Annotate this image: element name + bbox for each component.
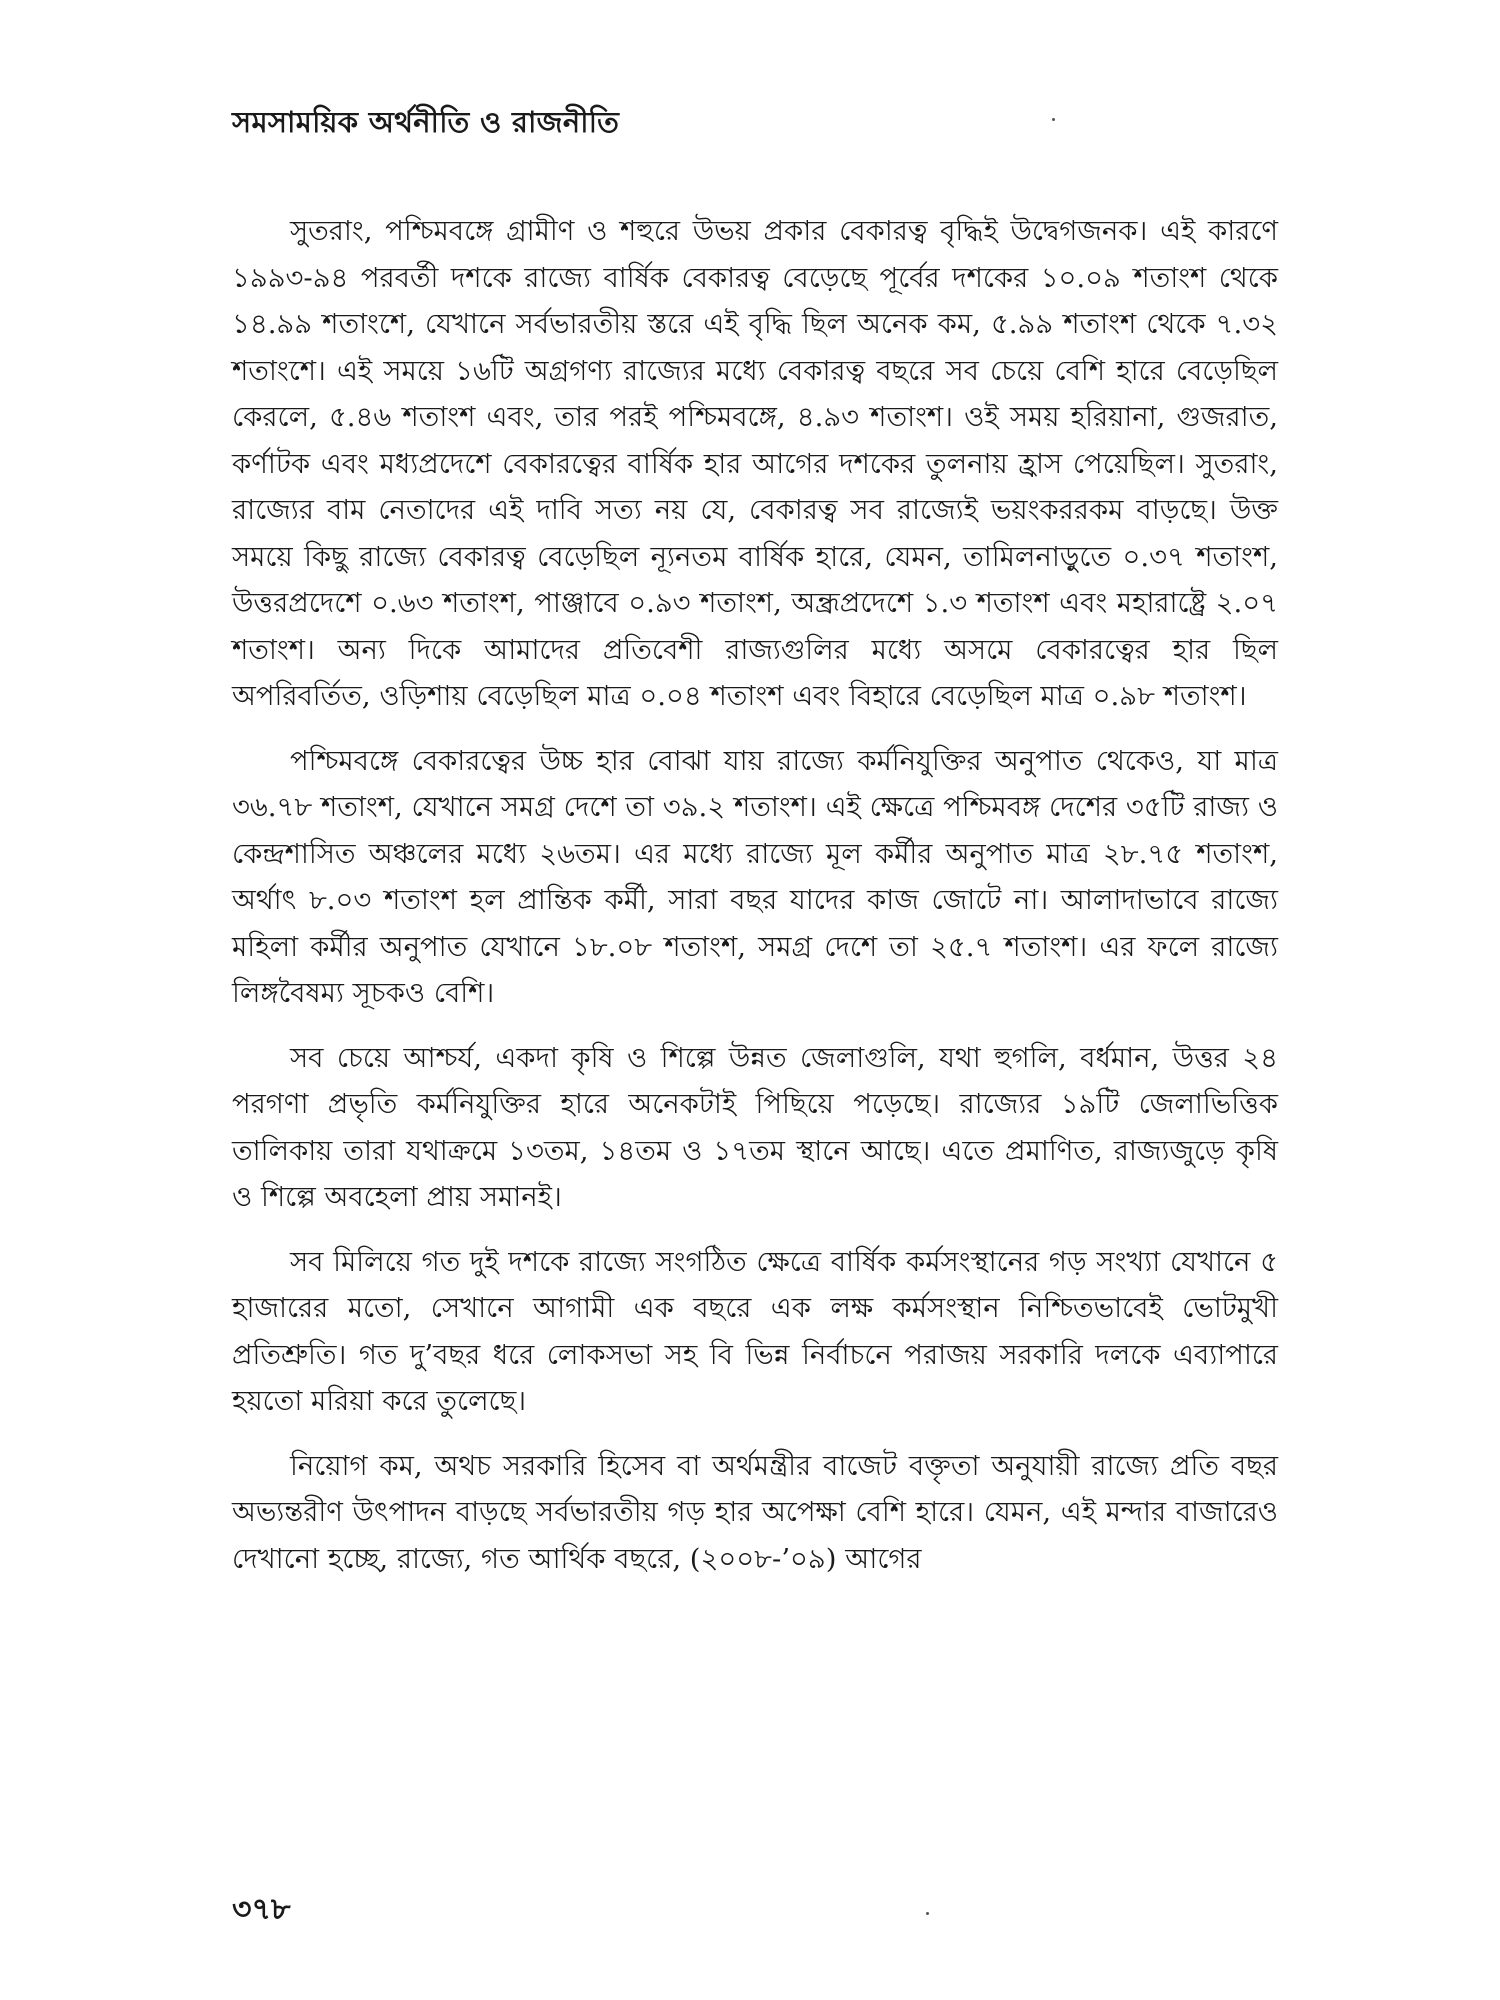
running-head: সমসাময়িক অর্থনীতি ও রাজনীতি — [232, 105, 620, 139]
paragraph-state-production: নিয়োগ কম, অথচ সরকারি হিসেব বা অর্থমন্ত্রীর বাজেট বক্তৃতা অনুযায়ী রাজ্যে প্রতি বছর অভ্যন্তরীণ উৎপাদন বাড়ছে সর্বভারতীয় গড় হার অপেক্ষা বেশি হারে। যেমন, এই মন্দার বাজারেও দেখানো হচ্ছে, রাজ্যে, গত আর্থিক বছরে, (২০০৮-’০৯) আগের — [232, 1449, 1278, 1575]
page-number: ৩৭৮ — [232, 1892, 291, 1927]
paragraph-district-ranking: সব চেয়ে আশ্চর্য, একদা কৃষি ও শিল্পে উন্নত জেলাগুলি, যথা হুগলি, বর্ধমান, উত্তর ২৪ পরগণা প্রভৃতি কর্মনিযুক্তির হারে অনেকটাই পিছিয়ে পড়েছে। রাজ্যের ১৯টি জেলাভিত্তিক তালিকায় তারা যথাক্রমে ১৩তম, ১৪তম ও ১৭তম স্থানে আছে। এতে প্রমাণিত, রাজ্যজুড়ে কৃষি ও শিল্পে অবহেলা প্রায় সমানই। — [232, 1041, 1278, 1213]
paragraph-employment-ratio: পশ্চিমবঙ্গে বেকারত্বের উচ্চ হার বোঝা যায় রাজ্যে কর্মনিযুক্তির অনুপাত থেকেও, যা মাত্র ৩৬.৭৮ শতাংশ, যেখানে সমগ্র দেশে তা ৩৯.২ শতাংশ। এই ক্ষেত্রে পশ্চিমবঙ্গ দেশের ৩৫টি রাজ্য ও কেন্দ্রশাসিত অঞ্চলের মধ্যে ২৬তম। এর মধ্যে রাজ্যে মূল কর্মীর অনুপাত মাত্র ২৮.৭৫ শতাংশ, অর্থাৎ ৮.০৩ শতাংশ হল প্রান্তিক কর্মী, সারা বছর যাদের কাজ জোটে না। আলাদাভাবে রাজ্যে মহিলা কর্মীর অনুপাত যেখানে ১৮.০৮ শতাংশ, সমগ্র দেশে তা ২৫.৭ শতাংশ। এর ফলে রাজ্যে লিঙ্গবৈষম্য সূচকও বেশি। — [232, 744, 1278, 1009]
body-text — [232, 208, 1278, 1582]
print-speck — [1052, 118, 1055, 121]
print-speck — [926, 1912, 929, 1915]
paragraph-employment-promise: সব মিলিয়ে গত দুই দশকে রাজ্যে সংগঠিত ক্ষেত্রে বার্ষিক কর্মসংস্থানের গড় সংখ্যা যেখানে ৫ হাজারের মতো, সেখানে আগামী এক বছরে এক লক্ষ কর্মসংস্থান নিশ্চিতভাবেই ভোটমুখী প্রতিশ্রুতি। গত দু’বছর ধরে লোকসভা সহ বি ভিন্ন নির্বাচনে পরাজয় সরকারি দলকে এব্যাপারে হয়তো মরিয়া করে তুলেছে। — [232, 1245, 1278, 1417]
paragraph-unemployment-growth: সুতরাং, পশ্চিমবঙ্গে গ্রামীণ ও শহুরে উভয় প্রকার বেকারত্ব বৃদ্ধিই উদ্বেগজনক। এই কারণে ১৯৯৩-৯৪ পরবর্তী দশকে রাজ্যে বার্ষিক বেকারত্ব বেড়েছে পূর্বের দশকের ১০.০৯ শতাংশ থেকে ১৪.৯৯ শতাংশে, যেখানে সর্বভারতীয় স্তরে এই বৃদ্ধি ছিল অনেক কম, ৫.৯৯ শতাংশ থেকে ৭.৩২ শতাংশে। এই সময়ে ১৬টি অগ্রগণ্য রাজ্যের মধ্যে বেকারত্ব বছরে সব চেয়ে বেশি হারে বেড়েছিল কেরলে, ৫.৪৬ শতাংশ এবং, তার পরই পশ্চিমবঙ্গে, ৪.৯৩ শতাংশ। ওই সময় হরিয়ানা, গুজরাত, কর্ণাটক এবং মধ্যপ্রদেশে বেকারত্বের বার্ষিক হার আগের দশকের তুলনায় হ্রাস পেয়েছিল। সুতরাং, রাজ্যের বাম নেতাদের এই দাবি সত্য নয় যে, বেকারত্ব সব রাজ্যেই ভয়ংকররকম বাড়ছে। উক্ত সময়ে কিছু রাজ্যে বেকারত্ব বেড়েছিল ন্যূনতম বার্ষিক হারে, যেমন, তামিলনাড়ুতে ০.৩৭ শতাংশ, উত্তরপ্রদেশে ০.৬৩ শতাংশ, পাঞ্জাবে ০.৯৩ শতাংশ, অন্ধ্রপ্রদেশে ১.৩ শতাংশ এবং মহারাষ্ট্রে ২.০৭ শতাংশ। অন্য দিকে আমাদের প্রতিবেশী রাজ্যগুলির মধ্যে অসমে বেকারত্বের হার ছিল অপরিবর্তিত, ওড়িশায় বেড়েছিল মাত্র ০.০৪ শতাংশ এবং বিহারে বেড়েছিল মাত্র ০.৯৮ শতাংশ। — [232, 215, 1278, 712]
